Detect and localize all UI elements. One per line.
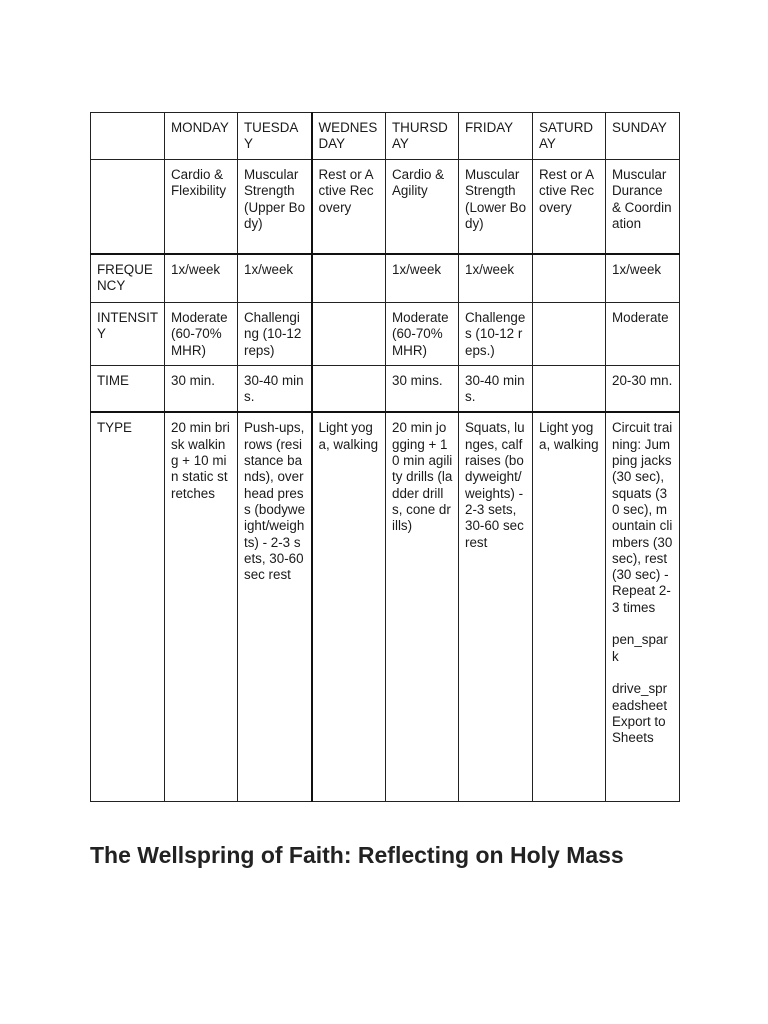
table-cell: Circuit training: Jumping jacks (30 sec), squats (30 sec), mountain climbers (30 sec), rest (30 sec) - Repeat 2-3 times pen_spark drive_spreadsheet Export to Sheets bbox=[606, 412, 680, 802]
table-row-time bbox=[91, 365, 680, 412]
table-cell bbox=[533, 254, 606, 303]
table-cell: 1x/week bbox=[459, 254, 533, 303]
table-cell: Cardio & Agility bbox=[386, 160, 459, 255]
table-cell: Muscular Strength (Upper Body) bbox=[238, 160, 312, 255]
table-cell bbox=[533, 365, 606, 412]
table-cell: 20-30 mn. bbox=[606, 365, 680, 412]
table-cell bbox=[312, 303, 386, 366]
header-cell-friday: FRIDAY bbox=[459, 113, 533, 160]
row-label: INTENSITY bbox=[91, 303, 165, 366]
table-cell: Muscular Strength (Lower Body) bbox=[459, 160, 533, 255]
table-cell: 30-40 mins. bbox=[459, 365, 533, 412]
table-cell: 20 min jogging + 10 min agility drills (ladder drills, cone drills) bbox=[386, 412, 459, 802]
table-cell: Rest or Active Recovery bbox=[312, 160, 386, 255]
table-cell: Moderate (60-70% MHR) bbox=[165, 303, 238, 366]
header-cell-tuesday: TUESDAY bbox=[238, 113, 312, 160]
header-cell-saturday: SATURDAY bbox=[533, 113, 606, 160]
table-cell bbox=[312, 365, 386, 412]
table-cell: 30 min. bbox=[165, 365, 238, 412]
table-cell bbox=[533, 303, 606, 366]
table-cell: Challenging (10-12 reps) bbox=[238, 303, 312, 366]
table-cell: 20 min brisk walking + 10 min static stretches bbox=[165, 412, 238, 802]
table-cell: Light yoga, walking bbox=[533, 412, 606, 802]
table-cell bbox=[312, 254, 386, 303]
table-cell: Cardio & Flexibility bbox=[165, 160, 238, 255]
table-cell: Moderate bbox=[606, 303, 680, 366]
weekly-workout-table bbox=[90, 112, 680, 802]
section-heading: The Wellspring of Faith: Reflecting on Holy Mass bbox=[90, 842, 624, 868]
table-cell: Light yoga, walking bbox=[312, 412, 386, 802]
table-cell: 30-40 mins. bbox=[238, 365, 312, 412]
table-cell: 1x/week bbox=[165, 254, 238, 303]
table-cell: 1x/week bbox=[386, 254, 459, 303]
table-row-frequency bbox=[91, 254, 680, 303]
table-cell: Push-ups, rows (resistance bands), overhead press (bodyweight/weights) - 2-3 sets, 30-60 sec rest bbox=[238, 412, 312, 802]
table-cell: Muscular Durance & Coordination bbox=[606, 160, 680, 255]
table-cell: 1x/week bbox=[606, 254, 680, 303]
row-label: FREQUENCY bbox=[91, 254, 165, 303]
table-header-row bbox=[91, 113, 680, 160]
table-row-intensity bbox=[91, 303, 680, 366]
row-label bbox=[91, 160, 165, 255]
table-row-type bbox=[91, 412, 680, 802]
table-cell: Squats, lunges, calf raises (bodyweight/weights) - 2-3 sets, 30-60 sec rest bbox=[459, 412, 533, 802]
table-cell: Challenges (10-12 reps.) bbox=[459, 303, 533, 366]
header-cell-monday: MONDAY bbox=[165, 113, 238, 160]
header-cell-sunday: SUNDAY bbox=[606, 113, 680, 160]
header-cell-wednesday: WEDNESDAY bbox=[312, 113, 386, 160]
table-cell: 30 mins. bbox=[386, 365, 459, 412]
row-label: TYPE bbox=[91, 412, 165, 802]
header-cell-thursday: THURSDAY bbox=[386, 113, 459, 160]
table-cell: 1x/week bbox=[238, 254, 312, 303]
table-row-focus bbox=[91, 160, 680, 255]
header-cell-corner bbox=[91, 113, 165, 160]
table-cell: Rest or Active Recovery bbox=[533, 160, 606, 255]
table-cell: Moderate (60-70% MHR) bbox=[386, 303, 459, 366]
row-label: TIME bbox=[91, 365, 165, 412]
